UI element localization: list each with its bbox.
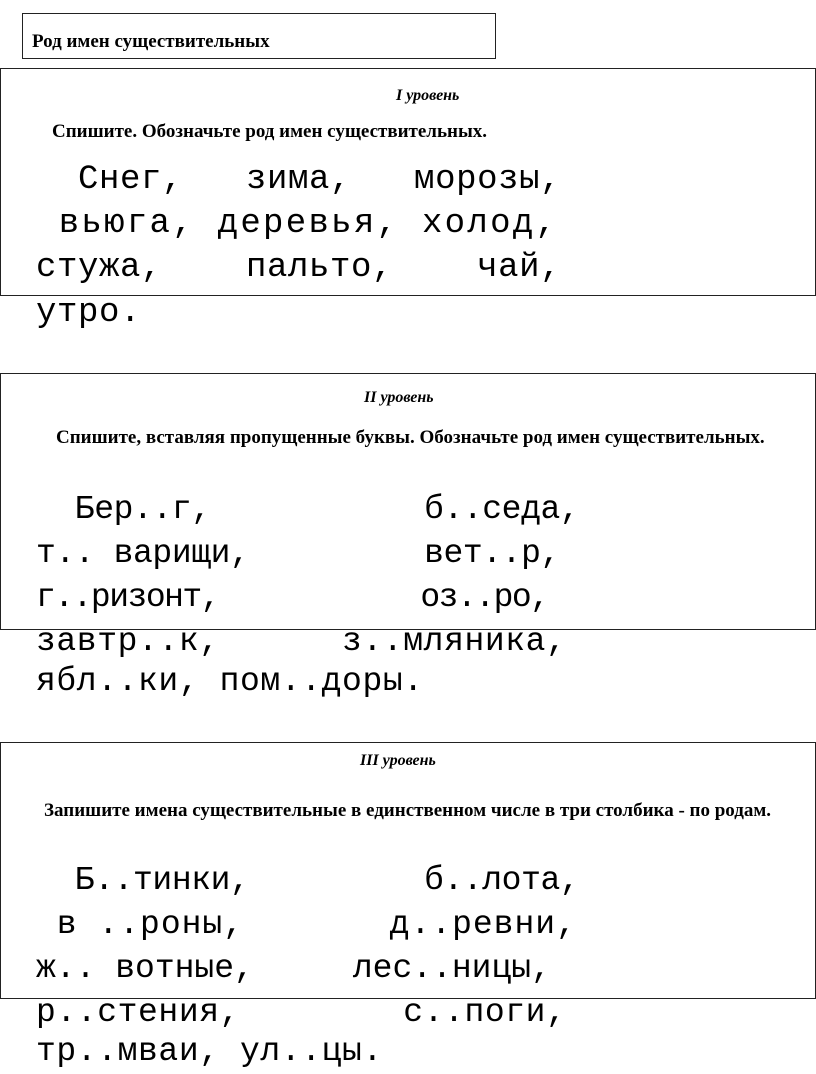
level-3-word-line-1: Б..тинки, б..лота,: [36, 862, 580, 899]
level-1-heading: I уровень: [396, 87, 460, 104]
level-3-word-line-2: в ..роны, д..ревни,: [36, 906, 577, 943]
level-3-word-line-4: р..стения, с..поги,: [36, 994, 567, 1031]
level-1-word-line-3: стужа, пальто, чай,: [36, 249, 562, 287]
level-3-word-line-3: ж.. вотные, лес..ницы,: [36, 950, 551, 987]
level-1-instruction: Спишите. Обозначьте род имен существительных.: [52, 121, 488, 142]
level-2-heading: II уровень: [364, 389, 434, 406]
level-3-word-line-5: тр..мваи, ул..цы.: [36, 1033, 383, 1070]
level-3-heading: III уровень: [360, 752, 436, 769]
level-3-instruction: Запишите имена существительные в единственном числе в три столбика - по родам.: [44, 800, 772, 821]
level-2-word-line-4: завтр..к, з..мляника,: [36, 623, 567, 660]
level-1-word-line-1: Снег, зима, морозы,: [36, 161, 562, 199]
level-2-word-line-1: Бер..г, б..седа,: [36, 491, 580, 528]
level-2-instruction: Спишите, вставляя пропущенные буквы. Обозначьте род имен существительных.: [56, 427, 765, 448]
level-2-word-line-2: т.. варищи, вет..р,: [36, 535, 560, 572]
level-1-word-line-2: вьюга, деревья, холод,: [36, 205, 559, 243]
page-title: Род имен существительных: [32, 31, 270, 52]
level-2-word-line-3: г..ризонт, оз..ро,: [36, 579, 549, 616]
level-1-word-line-4: утро.: [36, 294, 142, 332]
level-2-word-line-5: ябл..ки, пом..доры.: [36, 663, 424, 700]
